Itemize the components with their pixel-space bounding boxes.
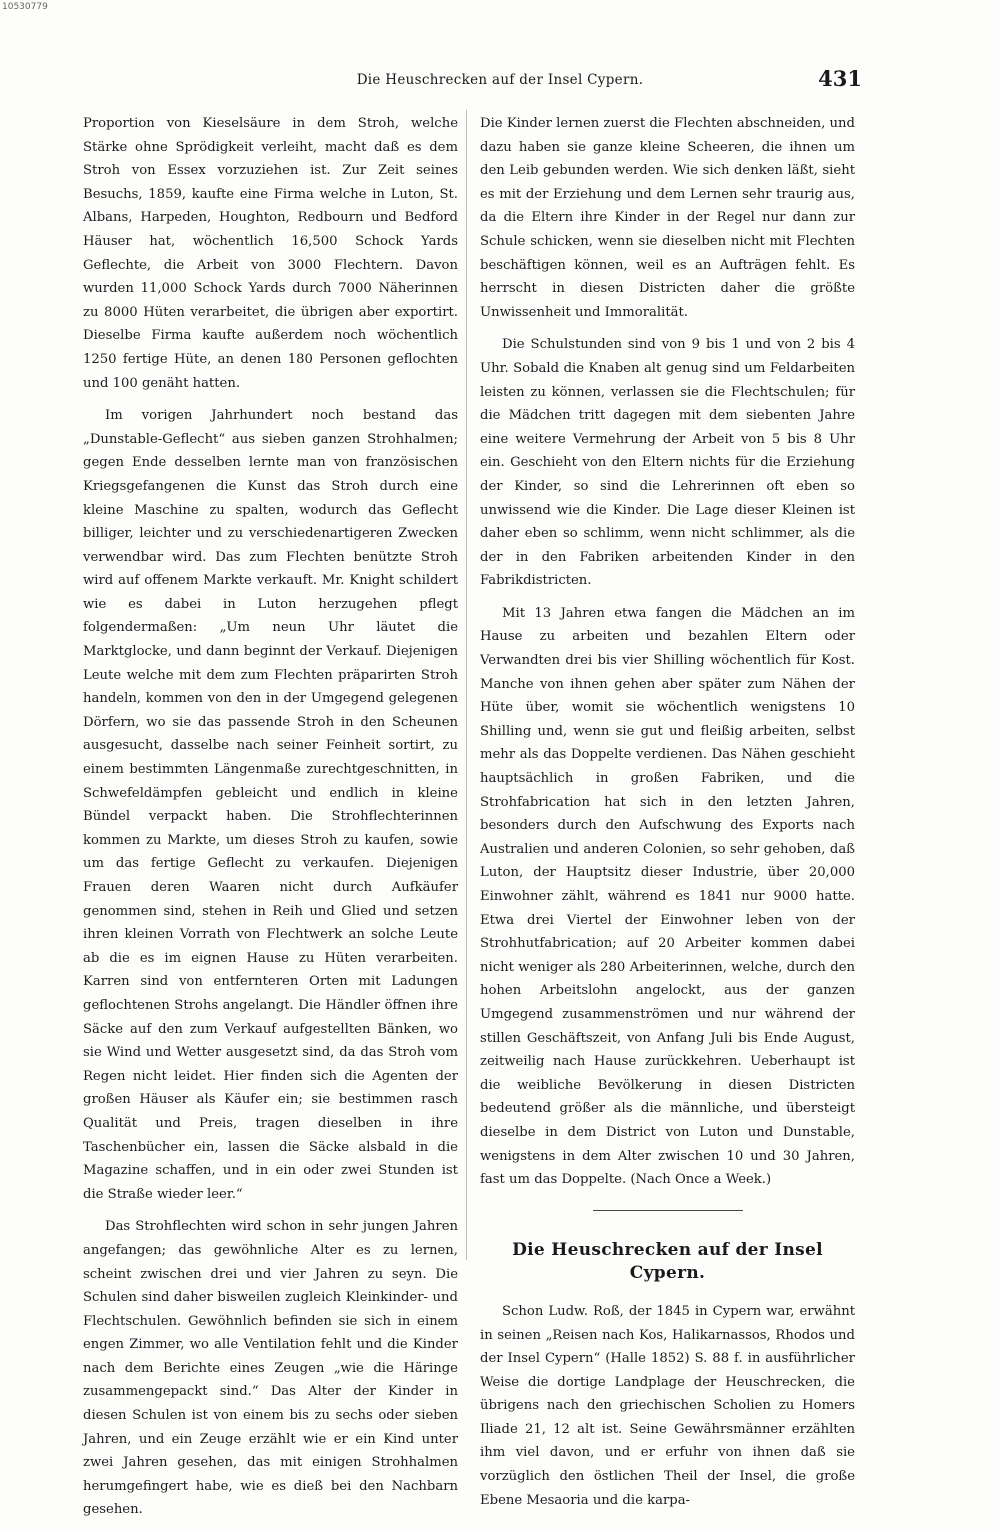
archive-stamp: 10530779 bbox=[2, 2, 48, 12]
right-column bbox=[480, 112, 855, 1521]
running-head: Die Heuschrecken auf der Insel Cypern. bbox=[356, 72, 644, 88]
column-divider bbox=[466, 110, 467, 1260]
section-heading: Die Heuschrecken auf der Insel Cypern. bbox=[512, 1239, 823, 1284]
paragraph: Die Kinder lernen zuerst die Flechten abschneiden, und dazu haben sie ganze kleine Scheeren, die ihnen um den Leib gebunden werden. Wie sich denken läßt, sieht es mit der Erziehung und dem Lernen sehr traurig aus, da die Eltern ihre Kinder in der Regel nur dann zur Schule schicken, wenn sie dieselben nicht mit Flechten beschäftigen können, weil es an Aufträgen fehlt. Es herrscht in diesen Districten daher die größte Unwissenheit und Immoralität. bbox=[480, 116, 855, 320]
paragraph: Die Schulstunden sind von 9 bis 1 und von 2 bis 4 Uhr. Sobald die Knaben alt genug sind um Feldarbeiten leisten zu können, verlassen sie die Flechtschulen; für die Mädchen tritt dagegen mit dem siebenten Jahre eine weitere Vermehrung der Arbeit von 5 bis 8 Uhr ein. Geschieht von den Eltern nichts für die Erziehung der Kinder, so sind die Lehrerinnen oft eben so unwissend wie die Kinder. Die Lage dieser Kleinen ist daher eben so schlimm, wenn nicht schlimmer, als die der in den Fabriken arbeitenden Kinder in den Fabrikdistricten. bbox=[480, 337, 855, 589]
paragraph: Schon Ludw. Roß, der 1845 in Cypern war, erwähnt in seinen „Reisen nach Kos, Halikarnassos, Rhodos und der Insel Cypern“ (Halle 1852) S. 88 f. in ausführlicher Weise die dortige Landplage der Heuschrecken, die übrigens nach den griechischen Scholien zu Homers Iliade 21, 12 alt ist. Seine Gewährsmänner erzählten ihm viel davon, und er erfuhr von ihnen daß sie vorzüglich den östlichen Theil der Insel, die große Ebene Mesaoria und die karpa- bbox=[480, 1303, 855, 1508]
section-divider bbox=[593, 1210, 743, 1211]
paragraph: Mit 13 Jahren etwa fangen die Mädchen an im Hause zu arbeiten und bezahlen Eltern oder Verwandten drei bis vier Shilling wöchentlich für Kost. Manche von ihnen gehen aber später zum Nähen der Hüte über, womit sie wöchentlich wenigstens 10 Shilling und, wenn sie gut und fleißig arbeiten, selbst mehr als das Doppelte verdienen. Das Nähen geschieht hauptsächlich in großen Fabriken, und die Strohfabrication hat sich in den letzten Jahren, besonders durch den Aufschwung des Exports nach Australien und anderen Colonien, so sehr gehoben, daß Luton, der Hauptsitz dieser Industrie, über 20,000 Einwohner zählt, während es 1841 nur 9000 hatte. Etwa drei Viertel der Einwohner leben von der Strohhutfabrication; auf 20 Arbeiter kommen dabei nicht weniger als 280 Arbeiterinnen, welche, durch den hohen Arbeitslohn angelockt, aus der ganzen Umgegend zusammenströmen und nur während der stillen Geschäftszeit, von Anfang Juli bis Ende August, zeitweilig nach Hause zurückkehren. Ueberhaupt ist die weibliche Bevölkerung in diesen Districten bedeutend größer als die männliche, und übersteigt dieselbe in dem District von Luton und Dunstable, wenigstens in dem Alter zwischen 10 und 30 Jahren, fast um das Doppelte. (Nach Once a Week.) bbox=[480, 605, 855, 1188]
page-number: 431 bbox=[818, 66, 862, 91]
paragraph: Das Strohflechten wird schon in sehr jungen Jahren angefangen; das gewöhnliche Alter es zu lernen, scheint zwischen drei und vier Jahren zu seyn. Die Schulen sind daher bisweilen zugleich Kleinkinder- und Flechtschulen. Gewöhnlich befinden sie sich in einem engen Zimmer, wo alle Ventilation fehlt und die Kinder nach dem Berichte eines Zeugen „wie die Häringe zusammengepackt sind.“ Das Alter der Kinder in diesen Schulen ist von einem bis zu sechs oder sieben Jahren, und ein Zeuge erzählt wie er ein Kind unter zwei Jahren gesehen, das mit einigen Strohhalmen herumgefingert habe, wie es dieß bei den Nachbarn gesehen. bbox=[83, 1219, 458, 1518]
left-column bbox=[83, 112, 458, 1531]
paragraph: Proportion von Kieselsäure in dem Stroh, welche Stärke ohne Sprödigkeit verleiht, macht daß es dem Stroh von Essex vorzuziehen ist. Zur Zeit seines Besuchs, 1859, kaufte eine Firma welche in Luton, St. Albans, Harpeden, Houghton, Redbourn und Bedford Häuser hat, wöchentlich 16,500 Schock Yards Geflechte, die Arbeit von 3000 Flechtern. Davon wurden 11,000 Schock Yards durch 7000 Näherinnen zu 8000 Hüten verarbeitet, die übrigen aber exportirt. Dieselbe Firma kaufte außerdem noch wöchentlich 1250 fertige Hüte, an denen 180 Personen geflochten und 100 genäht hatten. bbox=[83, 116, 458, 391]
paragraph: Im vorigen Jahrhundert noch bestand das „Dunstable-Geflecht“ aus sieben ganzen Strohhalmen; gegen Ende desselben lernte man von französischen Kriegsgefangenen die Kunst das Stroh durch eine kleine Maschine zu spalten, wodurch das Geflecht billiger, leichter und zu verschiedenartigeren Zwecken verwendbar wird. Das zum Flechten benützte Stroh wird auf offenem Markte verkauft. Mr. Knight schildert wie es dabei in Luton herzugehen pflegt folgendermaßen: „Um neun Uhr läutet die Marktglocke, und dann beginnt der Verkauf. Diejenigen Leute welche mit dem zum Flechten präparirten Stroh handeln, kommen von den in der Umgegend gelegenen Dörfern, wo sie das passende Stroh in den Scheunen ausgesucht, dasselbe nach seiner Feinheit sortirt, zu einem bestimmten Längenmaße zurechtgeschnitten, in Schwefeldämpfen gebleicht und endlich in kleine Bündel verpackt haben. Die Strohflechterinnen kommen zu Markte, um dieses Stroh zu kaufen, sowie um das fertige Geflecht zu verkaufen. Diejenigen Frauen deren Waaren nicht durch Aufkäufer genommen sind, stehen in Reih und Glied und setzen ihren kleinen Vorrath von Flechtwerk an solche Leute ab die es im eignen Hause zu Hüten verarbeiten. Karren sind von entfernteren Orten mit Ladungen geflochtenen Strohs angelangt. Die Händler öffnen ihre Säcke auf den zum Verkauf aufgestellten Bänken, wo sie Wind und Wetter ausgesetzt sind, da das Stroh vom Regen nicht leidet. Hier finden sich die Agenten der großen Häuser als Käufer ein; sie bestimmen rasch Qualität und Preis, tragen dieselben in ihre Taschenbücher ein, lassen die Säcke alsbald in die Magazine schaffen, und in ein oder zwei Stunden ist die Straße wieder leer.“ bbox=[83, 408, 458, 1202]
